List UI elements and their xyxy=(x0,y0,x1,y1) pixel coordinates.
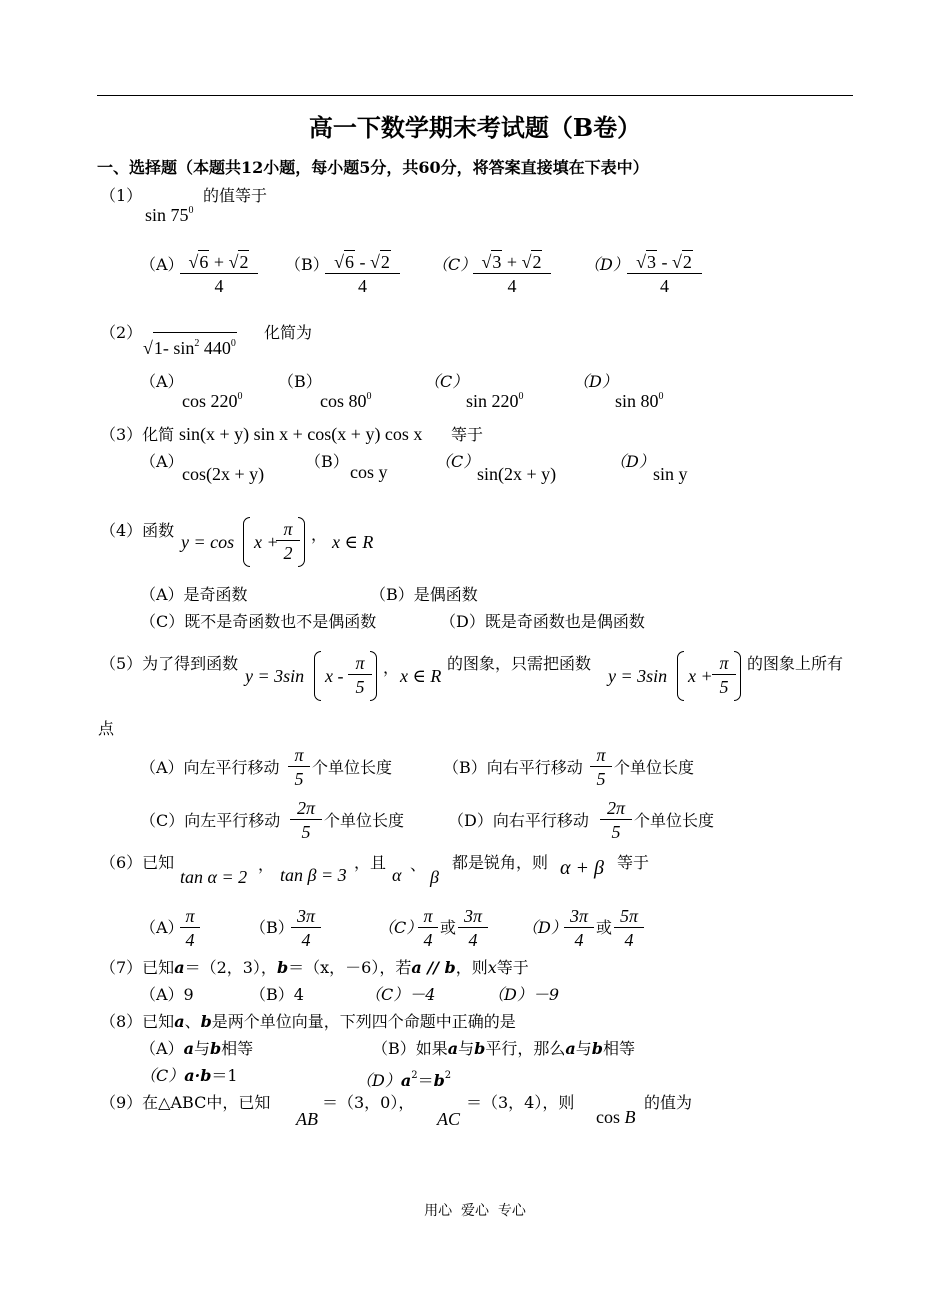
q5-right-paren-1 xyxy=(370,651,377,701)
q1-option-a-label: （A） xyxy=(140,255,184,274)
q9-ac-value: ＝（3，4），则 xyxy=(466,1093,575,1112)
q5-option-d-fraction: $\frac{2\pi}{5}$ xyxy=(600,797,632,844)
q3-option-d-label: （D） xyxy=(610,452,655,471)
q5-function-1: y = 3sin xyxy=(245,666,305,686)
q6-option-c-2: $\frac{3\pi}{4}$ xyxy=(458,905,488,952)
q6-tan-alpha: tan α = 2 xyxy=(180,867,248,887)
q5-left-paren-1 xyxy=(314,651,321,701)
q6-beta: β xyxy=(430,867,439,887)
q6-alpha: α xyxy=(392,865,402,885)
q4-option-a: （A）是奇函数 xyxy=(140,585,248,604)
q5-option-d-unit: 个单位长度 xyxy=(634,811,715,830)
q5-option-b-unit: 个单位长度 xyxy=(614,758,695,777)
q1-option-c-label: （C） xyxy=(432,255,477,274)
q5-pi-over-5-a: $\frac{\pi}{5}$ xyxy=(348,652,372,699)
q9-vector-ac: AC xyxy=(437,1109,461,1129)
q4-left-paren xyxy=(243,517,250,567)
q2-option-c-label: （C） xyxy=(424,372,469,391)
q5-x-minus: x - xyxy=(325,666,344,686)
page-footer: 用心 爱心 专心 xyxy=(424,1203,526,1219)
top-rule xyxy=(97,95,853,96)
q9-ab-value: ＝（3，0）， xyxy=(322,1093,415,1112)
section-heading: 一、选择题（本题共12小题，每小题5分，共60分，将答案直接填在下表中） xyxy=(97,158,649,177)
q2-option-a: $\cos 220^0$ xyxy=(182,391,243,411)
q2-expression: √1- $\sin^2 440^0$ xyxy=(143,332,237,359)
q2-option-b-label: （B） xyxy=(278,372,322,391)
q6-option-b-label: （B） xyxy=(250,918,294,937)
q5-option-a-unit: 个单位长度 xyxy=(312,758,393,777)
q2-option-d-label: （D） xyxy=(573,372,618,391)
q1-option-d-label: （D） xyxy=(584,255,629,274)
q8-option-c: （C）a·b＝1 xyxy=(140,1066,238,1085)
q6-option-d-label: （D） xyxy=(522,918,567,937)
q5-continuation: 点 xyxy=(98,719,115,738)
q7-option-c: （C）－4 xyxy=(365,985,436,1004)
q5-option-a-label: （A）向左平行移动 xyxy=(140,758,280,777)
q6-option-c-or: 或 xyxy=(440,918,457,937)
q7-option-d: （D）－9 xyxy=(488,985,560,1004)
q4-comma: ， xyxy=(311,525,328,544)
q6-separator: 、 xyxy=(410,855,427,874)
q5-option-a-fraction: $\frac{\pi}{5}$ xyxy=(288,744,310,791)
q1-option-a: $\frac{√6 + √2}{4}$ xyxy=(180,250,258,298)
q3-option-d: sin y xyxy=(653,464,688,484)
q3-prefix: （3）化简 xyxy=(100,425,175,444)
q5-option-b-fraction: $\frac{\pi}{5}$ xyxy=(590,744,612,791)
q3-option-b-label: （B） xyxy=(305,452,349,471)
q2-number: （2） xyxy=(100,323,143,342)
q5-comma: ， xyxy=(383,658,400,677)
q1-option-d: $\frac{√3 - √2}{4}$ xyxy=(627,250,702,298)
q5-option-c-unit: 个单位长度 xyxy=(324,811,405,830)
q5-option-c-fraction: $\frac{2\pi}{5}$ xyxy=(290,797,322,844)
q4-prefix: （4）函数 xyxy=(100,521,175,540)
page-title: 高一下数学期末考试题（B卷） xyxy=(308,113,642,142)
q6-option-c-label: （C） xyxy=(378,918,423,937)
q8-option-a: （A）a与b相等 xyxy=(140,1039,254,1058)
q6-mid: 都是锐角，则 xyxy=(452,853,549,872)
q6-sum: α + β xyxy=(560,857,604,879)
q9-vector-ab: AB xyxy=(296,1109,318,1129)
q4-x-plus: x + xyxy=(254,532,279,552)
q1-option-c: $\frac{√3 + √2}{4}$ xyxy=(473,250,551,298)
q6-option-d-1: $\frac{3\pi}{4}$ xyxy=(564,905,594,952)
q7-option-a: （A）9 xyxy=(140,985,194,1004)
q6-prefix: （6）已知 xyxy=(100,853,175,872)
q3-option-c: sin(2x + y) xyxy=(477,464,557,484)
q6-and: ，且 xyxy=(354,853,387,872)
q7-option-b: （B）4 xyxy=(250,985,304,1004)
q6-tan-beta: tan β = 3 xyxy=(280,865,347,885)
q5-left-paren-2 xyxy=(677,651,684,701)
q4-option-d: （D）既是奇函数也是偶函数 xyxy=(440,612,645,631)
q3-option-b: cos y xyxy=(350,462,388,482)
q5-pi-over-5-b: $\frac{\pi}{5}$ xyxy=(712,652,736,699)
q7-statement: （7）已知a＝（2，3），b＝（x，－6），若a // b，则x等于 xyxy=(100,958,529,977)
q6-option-d-or: 或 xyxy=(596,918,613,937)
q3-option-a-label: （A） xyxy=(140,452,184,471)
q3-expression: sin(x + y) sin x + cos(x + y) cos x xyxy=(179,424,423,444)
q4-option-c: （C）既不是奇函数也不是偶函数 xyxy=(140,612,377,631)
q2-option-d: $\sin 80^0$ xyxy=(615,391,664,411)
q8-option-b: （B）如果a与b平行，那么a与b相等 xyxy=(372,1039,635,1058)
q9-cos-b: cos B xyxy=(596,1107,636,1127)
q4-option-b: （B）是偶函数 xyxy=(370,585,478,604)
q1-option-b-label: （B） xyxy=(285,255,329,274)
q2-option-c: $\sin 220^0$ xyxy=(466,391,524,411)
q3-option-a: cos(2x + y) xyxy=(182,464,265,484)
q3-option-c-label: （C） xyxy=(435,452,480,471)
q9-prefix: （9）在△ABC中，已知 xyxy=(100,1093,271,1112)
q8-option-d: $(D)a^2=b^2$ xyxy=(356,1070,452,1090)
q6-option-a: $\frac{\pi}{4}$ xyxy=(180,905,200,952)
q4-domain: x ∈ R xyxy=(332,532,374,552)
q9-suffix: 的值为 xyxy=(644,1093,693,1112)
q6-option-c-1: $\frac{\pi}{4}$ xyxy=(418,905,438,952)
q5-x-plus: x + xyxy=(688,666,713,686)
q6-option-b: $\frac{3\pi}{4}$ xyxy=(291,905,321,952)
q4-right-paren xyxy=(298,517,305,567)
q5-prefix: （5）为了得到函数 xyxy=(100,654,239,673)
q1-suffix: 的值等于 xyxy=(203,186,268,205)
q6-suffix: 等于 xyxy=(617,853,650,872)
q5-option-c-label: （C）向左平行移动 xyxy=(140,811,281,830)
q6-option-d-2: $\frac{5\pi}{4}$ xyxy=(614,905,644,952)
q1-number: （1） xyxy=(100,186,143,205)
q4-pi-over-2: $\frac{\pi}{2}$ xyxy=(276,518,300,565)
q5-function-2: y = 3sin xyxy=(608,666,668,686)
q2-option-b: $\cos 80^0$ xyxy=(320,391,372,411)
q2-option-a-label: （A） xyxy=(140,372,184,391)
q6-option-a-label: （A） xyxy=(140,918,184,937)
q5-option-d-label: （D）向右平行移动 xyxy=(448,811,589,830)
q6-comma-1: ， xyxy=(258,855,275,874)
q1-expression: $\sin 75^0$ xyxy=(145,205,194,225)
q4-function: y = cos xyxy=(181,532,235,552)
q1-option-b: $\frac{√6 - √2}{4}$ xyxy=(325,250,400,298)
q5-domain: x ∈ R xyxy=(400,666,442,686)
q5-option-b-label: （B）向右平行移动 xyxy=(443,758,583,777)
q5-right-paren-2 xyxy=(734,651,741,701)
q5-suffix: 的图象上所有 xyxy=(747,654,844,673)
q3-suffix: 等于 xyxy=(451,425,484,444)
q8-statement: （8）已知a、b是两个单位向量，下列四个命题中正确的是 xyxy=(100,1012,516,1031)
q2-suffix: 化简为 xyxy=(264,323,313,342)
q5-mid: 的图象，只需把函数 xyxy=(447,654,592,673)
